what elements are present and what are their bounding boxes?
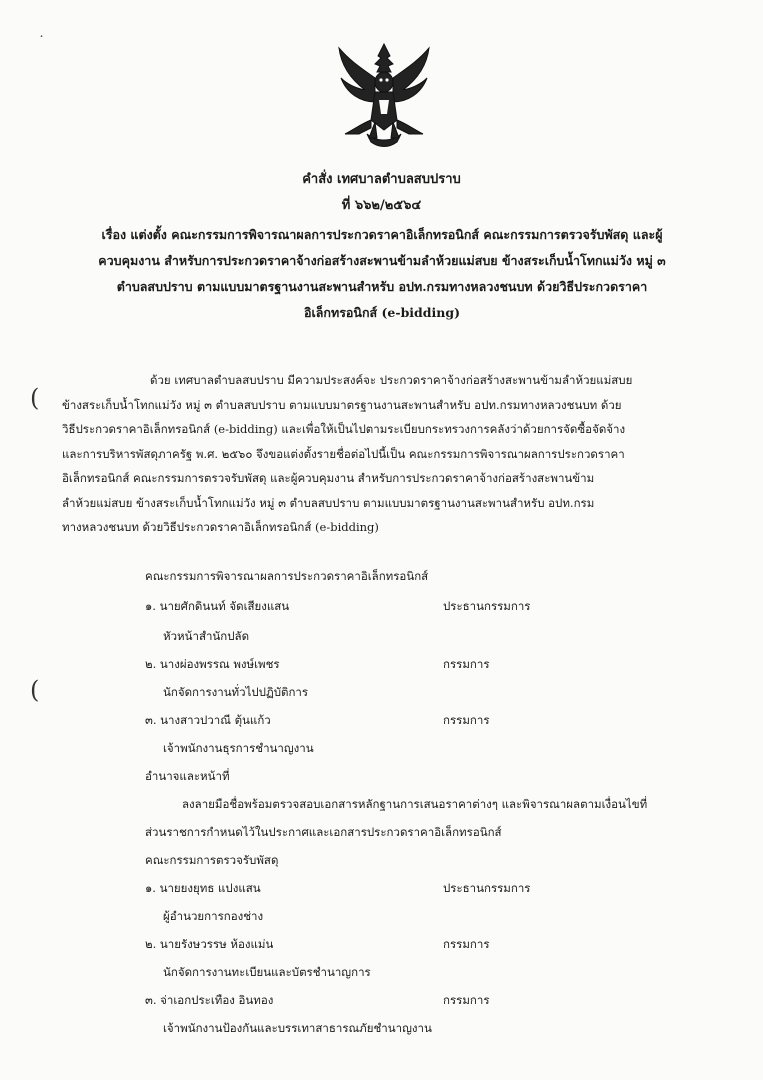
binder-hole-mark: ( xyxy=(30,384,40,412)
order-number: ที่ ๖๖๒/๒๕๖๔ xyxy=(341,198,422,213)
paragraph-line: ทางหลวงชนบท ด้วยวิธีประกวดราคาอิเล็กทรอนิกส์ (e-bidding) xyxy=(62,520,379,534)
member-role: กรรมการ xyxy=(443,937,490,951)
member-position: นักจัดการงานทะเบียนและบัตรชำนาญการ xyxy=(163,965,371,979)
member-position: เจ้าพนักงานธุรการชำนาญงาน xyxy=(163,741,314,755)
subject-line: ตำบลสบปราบ ตามแบบมาตรฐานงานสะพานสำหรับ อปท.กรมทางหลวงชนบท ด้วยวิธีประกวดราคา xyxy=(116,279,648,294)
garuda-emblem-icon xyxy=(331,38,437,150)
member-role: กรรมการ xyxy=(443,657,490,671)
committee-heading: คณะกรรมการตรวจรับพัสดุ xyxy=(145,853,279,867)
duties-line: ลงลายมือชื่อพร้อมตรวจสอบเอกสารหลักฐานการเสนอราคาต่างๆ และพิจารณาผลตามเงื่อนไขที่ xyxy=(182,797,648,811)
subject-line: อิเล็กทรอนิกส์ (e-bidding) xyxy=(303,305,461,320)
duties-heading: อำนาจและหน้าที่ xyxy=(145,769,230,783)
committee-heading: คณะกรรมการพิจารณาผลการประกวดราคาอิเล็กทรอนิกส์ xyxy=(145,569,429,583)
order-title: คำสั่ง เทศบาลตำบลสบปราบ xyxy=(302,172,461,187)
subject-line: เรื่อง แต่งตั้ง คณะกรรมการพิจารณาผลการประกวดราคาอิเล็กทรอนิกส์ คณะกรรมการตรวจรับพัสดุ และผู้ xyxy=(101,227,663,242)
member-role: กรรมการ xyxy=(443,713,490,727)
member-name: ๓. จ่าเอกประเทือง อินทอง xyxy=(145,993,274,1007)
member-name: ๓. นางสาวปวาณี ตุ้นแก้ว xyxy=(145,713,271,727)
member-name: ๑. นายศักดินนท์ จัดเสียงแสน xyxy=(145,599,290,613)
member-role: กรรมการ xyxy=(443,993,490,1007)
member-position: นักจัดการงานทั่วไปปฏิบัติการ xyxy=(163,685,309,699)
member-name: ๑. นายยงยุทธ แปงแสน xyxy=(145,881,261,895)
paragraph-line: ด้วย เทศบาลตำบลสบปราบ มีความประสงค์จะ ประกวดราคาจ้างก่อสร้างสะพานข้ามลำห้วยแม่สบย xyxy=(150,373,633,387)
paragraph-line: ลำห้วยแม่สบย ข้างสระเก็บน้ำโทกแม่วัง หมู่ ๓ ตำบลสบปราบ ตามแบบมาตรฐานงานสะพานสำหรับ อปท.กรม xyxy=(62,495,595,510)
paragraph-line: วิธีประกวดราคาอิเล็กทรอนิกส์ (e-bidding) และเพื่อให้เป็นไปตามระเบียบกระทรวงการคลังว่าด้วยการจัดซื้อจัดจ้าง xyxy=(62,422,626,436)
member-name: ๒. นางผ่องพรรณ พงษ์เพชร xyxy=(145,657,280,671)
member-position: ผู้อำนวยการกองช่าง xyxy=(163,909,264,923)
body-paragraph xyxy=(62,368,717,540)
paragraph-line: อิเล็กทรอนิกส์ คณะกรรมการตรวจรับพัสดุ และผู้ควบคุมงาน สำหรับการประกวดราคาจ้างก่อสร้างสะพานข้าม xyxy=(62,471,595,485)
scan-mark: ˙ xyxy=(38,34,45,50)
member-role: ประธานกรรมการ xyxy=(443,599,531,613)
paragraph-line: และการบริหารพัสดุภาครัฐ พ.ศ. ๒๕๖๐ จึงขอแต่งตั้งรายชื่อต่อไปนี้เป็น คณะกรรมการพิจารณาผลการประกวดราคา xyxy=(62,446,625,461)
member-name: ๒. นายรังษวรรษ ห้องแม่น xyxy=(145,937,274,951)
duties-line: ส่วนราชการกำหนดไว้ในประกาศและเอกสารประกวดราคาอิเล็กทรอนิกส์ xyxy=(145,825,502,839)
subject-line: ควบคุมงาน สำหรับการประกวดราคาจ้างก่อสร้างสะพานข้ามลำห้วยแม่สบย ข้างสระเก็บน้ำโทกแม่วัง หมู่ ๓ xyxy=(98,253,666,268)
member-role: ประธานกรรมการ xyxy=(443,881,531,895)
paragraph-line: ข้างสระเก็บน้ำโทกแม่วัง หมู่ ๓ ตำบลสบปราบ ตามแบบมาตรฐานงานสะพานสำหรับ อปท.กรมทางหลวงชนบท ด้วย xyxy=(62,397,622,412)
subject-block xyxy=(62,222,702,326)
binder-hole-mark: ( xyxy=(30,676,40,704)
member-position: เจ้าพนักงานป้องกันและบรรเทาสาธารณภัยชำนาญงาน xyxy=(163,1021,432,1035)
member-position: หัวหน้าสำนักปลัด xyxy=(163,629,250,643)
